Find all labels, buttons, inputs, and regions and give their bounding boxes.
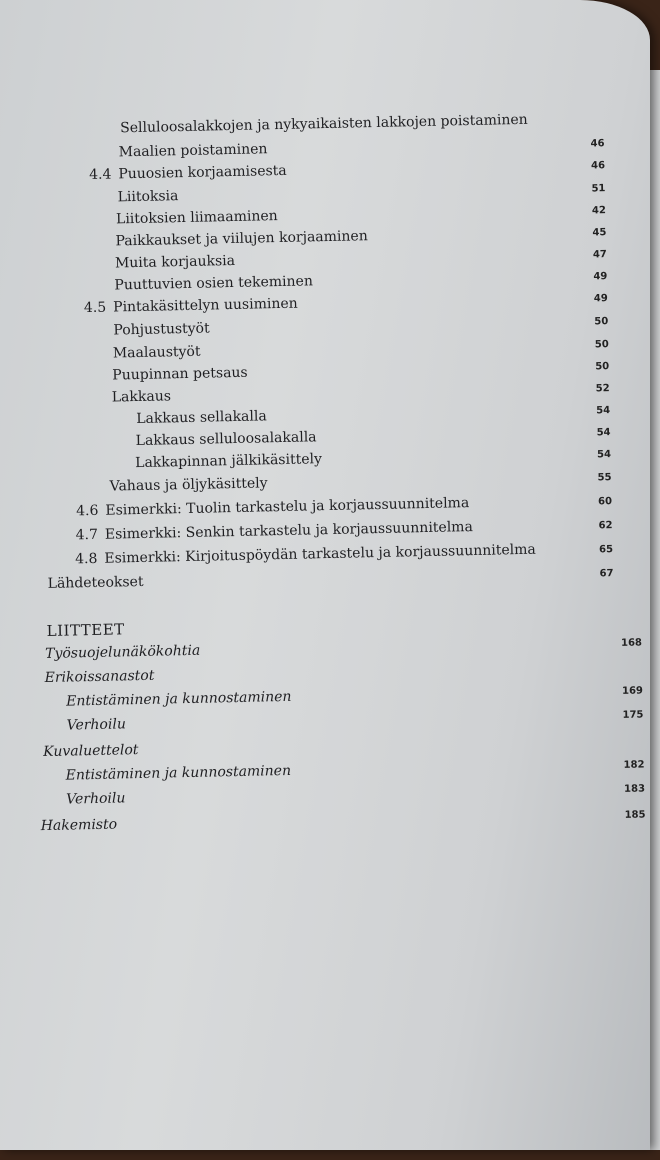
entry-title: Verhoilu: [66, 716, 127, 734]
entry-title: Puupinnan petsaus: [112, 364, 248, 384]
entry-title: Kuvaluettelot: [43, 742, 139, 761]
entry-title: Maalaustyöt: [112, 343, 201, 362]
entry-title: Entistäminen ja kunnostaminen: [65, 762, 292, 784]
entry-title: Erikoissanastot: [44, 667, 155, 687]
appendix-entry: [41, 817, 118, 835]
appendix-entry: [66, 689, 292, 710]
entry-title: Työsuojelunäkökohtia: [44, 642, 201, 662]
appendix-entry: [44, 668, 154, 686]
entry-title: Puuosien korjaamisesta: [118, 162, 287, 183]
entry-title: Muita korjauksia: [114, 252, 236, 272]
page-number: 42: [591, 205, 607, 217]
toc-entry: [114, 273, 313, 293]
page-number: 52: [595, 383, 610, 395]
toc-entry: [48, 574, 144, 592]
toc-entry: [113, 344, 201, 362]
entry-title: Esimerkki: Kirjoituspöydän tarkastelu ja korjaussuunnitelma: [104, 541, 536, 567]
entry-title: Paikkaukset ja viilujen korjaaminen: [115, 228, 368, 250]
entry-title: Lähdeteokset: [47, 573, 144, 592]
entry-title: Maalien poistaminen: [118, 141, 268, 161]
entry-title: Pohjustustyöt: [113, 320, 210, 339]
page-number: 45: [592, 227, 607, 239]
page-number: 168: [620, 637, 643, 649]
entry-title: Lakkaus selluloosalakalla: [135, 429, 317, 450]
entry-title: LIITTEET: [46, 620, 125, 640]
toc-entry: [76, 519, 473, 543]
page-number: 54: [596, 427, 611, 439]
toc-entry: [115, 228, 368, 249]
entry-title: Lakkapinnan jälkikäsittely: [135, 451, 323, 472]
toc-entry: [112, 388, 171, 405]
page-number: 185: [624, 809, 646, 821]
page-number: 50: [595, 361, 610, 373]
entry-title: Lakkaus: [111, 388, 172, 406]
page-number: 55: [597, 472, 612, 484]
page-number: 169: [621, 685, 644, 697]
page-number: 50: [594, 316, 609, 328]
page-number: 183: [624, 783, 646, 795]
toc-entry: [110, 475, 268, 494]
page-number: 182: [623, 759, 645, 771]
toc-entry: [115, 253, 235, 272]
toc-entry: [76, 495, 469, 519]
entry-title: Entistäminen ja kunnostaminen: [65, 688, 292, 710]
entry-title: Selluloosalakkojen ja nykyaikaisten lakkojen poistaminen: [120, 111, 528, 137]
page-number: 51: [591, 183, 606, 195]
entry-title: Liitoksia: [117, 188, 179, 206]
section-number: 4.6: [76, 502, 106, 520]
page-number: 175: [622, 709, 644, 721]
entry-title: Hakemisto: [40, 816, 118, 835]
toc-entry: [75, 542, 536, 568]
entry-title: Puuttuvien osien tekeminen: [114, 273, 314, 294]
section-number: 4.8: [75, 550, 105, 568]
page-number: 50: [594, 339, 609, 351]
entry-title: Liitoksien liimaaminen: [115, 208, 278, 228]
toc-entry: [117, 188, 178, 205]
toc-entry: [89, 163, 287, 183]
entry-title: Esimerkki: Senkin tarkastelu ja korjaussuunnitelma: [104, 519, 474, 543]
appendix-entry: [43, 742, 139, 760]
page-number: 46: [590, 138, 605, 150]
appendix-entry: [45, 643, 200, 662]
toc-entry: [135, 451, 322, 471]
page-number: 47: [592, 249, 607, 261]
entry-title: Vahaus ja öljykäsittely: [109, 475, 268, 495]
appendix-entry: [66, 790, 126, 807]
page-number: 49: [593, 293, 608, 305]
page-number: 62: [598, 520, 613, 532]
toc-entry: [136, 429, 317, 449]
page-number: 46: [590, 160, 606, 172]
entry-title: Pintakäsittelyn uusiminen: [113, 295, 298, 316]
page-number: 54: [596, 449, 612, 461]
toc-entry: [84, 296, 298, 316]
toc-entry: [112, 365, 248, 384]
page-number: 49: [593, 271, 608, 283]
toc-entry: [120, 112, 528, 137]
toc-entry: [113, 320, 210, 338]
entry-title: Esimerkki: Tuolin tarkastelu ja korjaussuunnitelma: [105, 495, 470, 519]
appendix-entry: [66, 716, 126, 733]
section-number: 4.7: [75, 526, 106, 544]
page-number: 65: [598, 544, 614, 556]
entry-title: Lakkaus sellakalla: [136, 408, 267, 428]
entry-title: Verhoilu: [66, 790, 126, 808]
page-number: 67: [599, 568, 614, 580]
toc-entry: [136, 408, 267, 427]
toc-entry: [116, 208, 278, 227]
page-number: 60: [597, 496, 613, 508]
toc-entry: [119, 141, 268, 160]
page-number: 54: [596, 405, 611, 417]
section-number: 4.4: [88, 166, 119, 183]
appendix-entry: [66, 763, 292, 784]
section-number: 4.5: [83, 299, 114, 317]
appendix-heading: [46, 620, 124, 640]
